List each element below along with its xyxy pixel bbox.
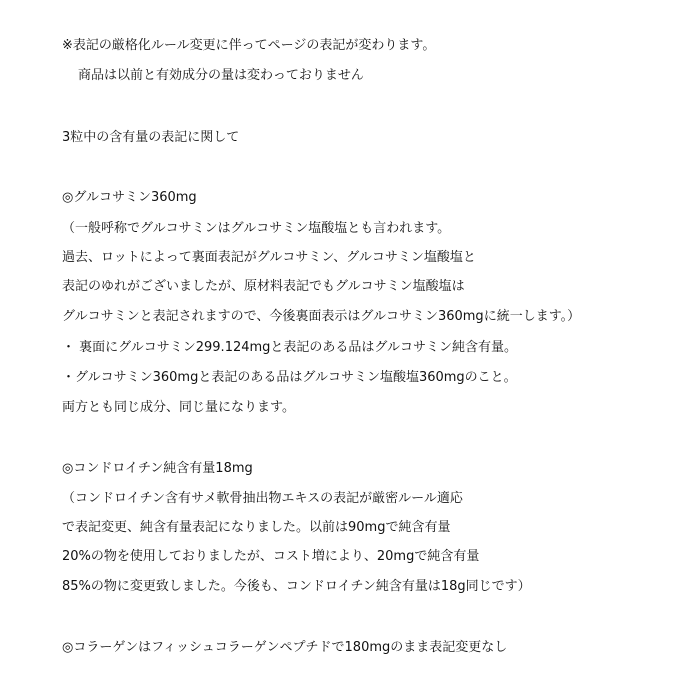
- glucosamine-title: ◎グルコサミン360mg: [62, 190, 197, 205]
- chondroitin-line-1: （コンドロイチン含有サメ軟骨抽出物エキスの表記が厳密ルール適応: [62, 491, 463, 506]
- glucosamine-line-6: ・グルコサミン360mgと表記のある品はグルコサミン塩酸塩360mgのこと。: [62, 370, 517, 385]
- notice-line-2: 商品は以前と有効成分の量は変わっておりません: [78, 68, 364, 83]
- notice-line-1: ※表記の厳格化ルール変更に伴ってページの表記が変わります。: [62, 38, 436, 53]
- chondroitin-title: ◎コンドロイチン純含有量18mg: [62, 461, 253, 476]
- glucosamine-line-7: 両方とも同じ成分、同じ量になります。: [62, 400, 295, 415]
- glucosamine-line-1: （一般呼称でグルコサミンはグルコサミン塩酸塩とも言われます。: [62, 221, 451, 236]
- section-heading: 3粒中の含有量の表記に関して: [62, 130, 240, 145]
- chondroitin-line-2: で表記変更、純含有量表記になりました。以前は90mgで純含有量: [62, 520, 451, 535]
- chondroitin-line-3: 20%の物を使用しておりましたが、コスト増により、20mgで純含有量: [62, 549, 480, 564]
- glucosamine-line-4: グルコサミンと表記されますので、今後裏面表示はグルコサミン360mgに統一します。）: [62, 309, 581, 324]
- glucosamine-line-2: 過去、ロットによって裏面表記がグルコサミン、グルコサミン塩酸塩と: [62, 250, 476, 265]
- chondroitin-line-4: 85%の物に変更致しました。今後も、コンドロイチン純含有量は18g同じです）: [62, 579, 531, 594]
- glucosamine-line-3: 表記のゆれがございましたが、原材料表記でもグルコサミン塩酸塩は: [62, 279, 465, 294]
- glucosamine-line-5: ・ 裏面にグルコサミン299.124mgと表記のある品はグルコサミン純含有量。: [62, 340, 518, 355]
- collagen-title: ◎コラーゲンはフィッシュコラーゲンペプチドで180mgのまま表記変更なし: [62, 640, 508, 655]
